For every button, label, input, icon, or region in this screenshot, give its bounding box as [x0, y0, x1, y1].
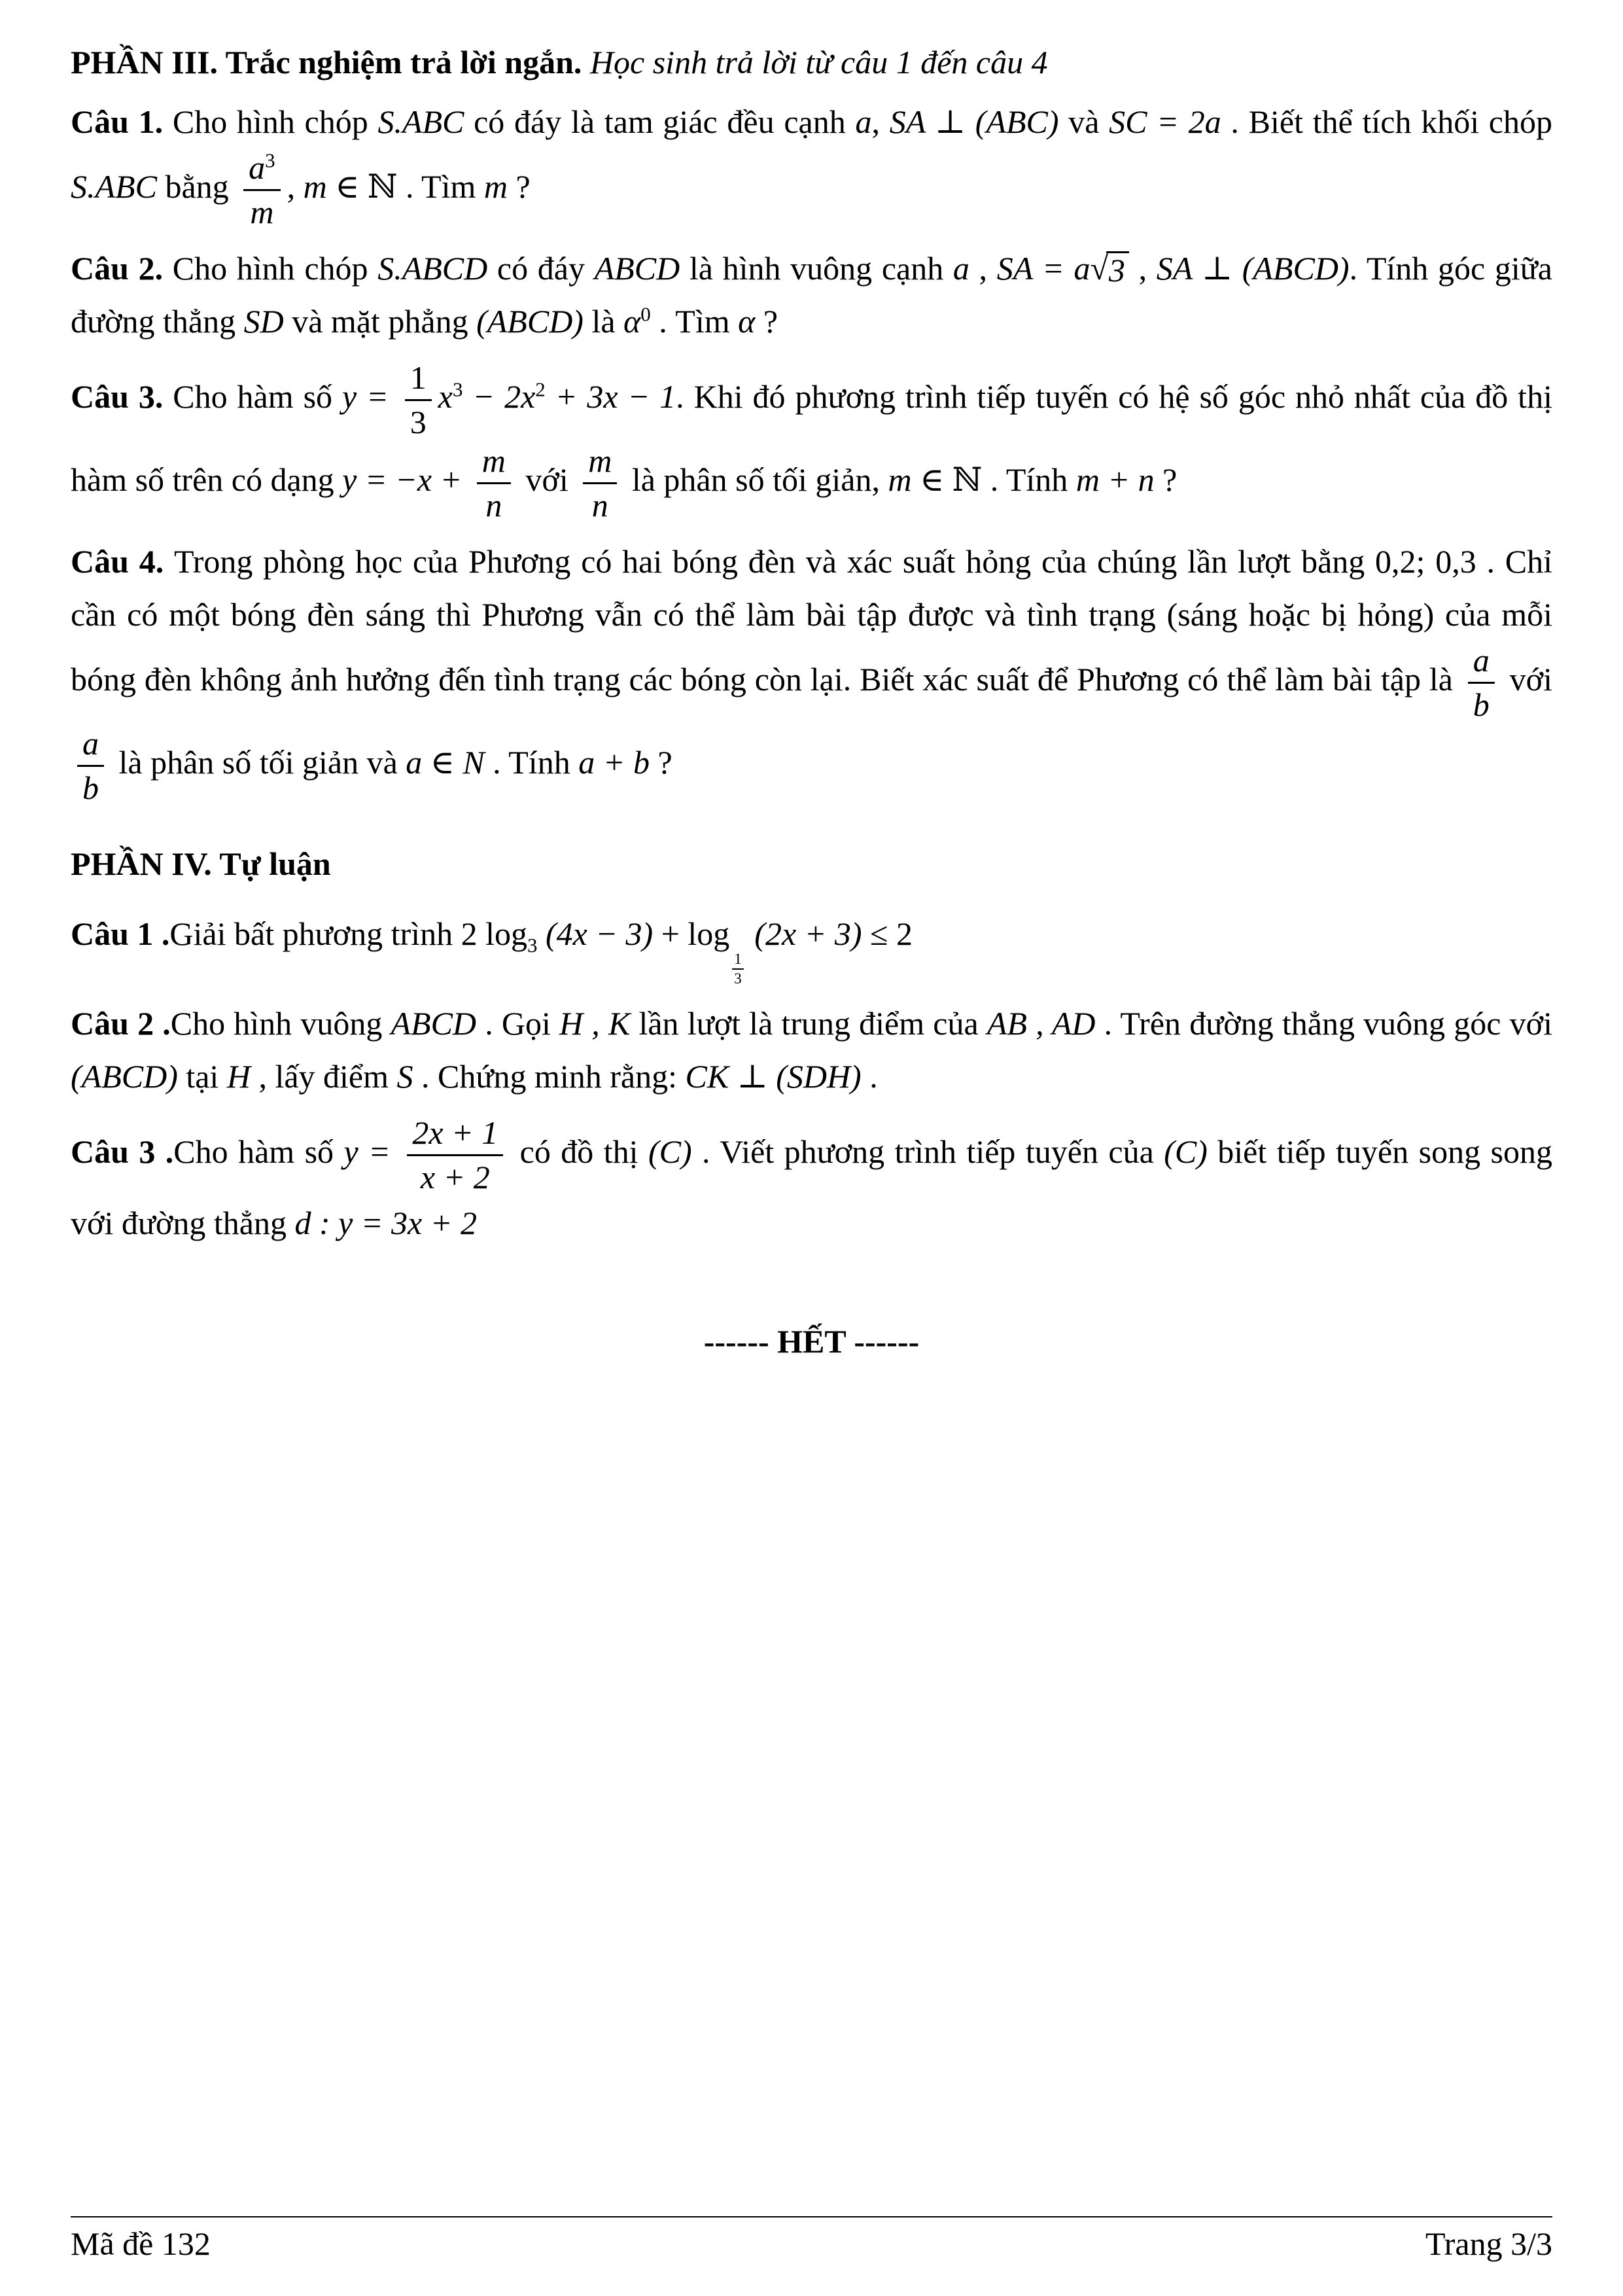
math-run: (C) — [1164, 1133, 1208, 1171]
text-run: . Gọi — [476, 1005, 560, 1042]
math-run: a — [1473, 642, 1490, 679]
italic-text-run: Học sinh trả lời từ câu 1 đến câu 4 — [589, 44, 1048, 80]
bold-text-run: Câu 3. — [71, 378, 173, 415]
text-run: là phân số tối giản, — [623, 461, 888, 498]
end-marker — [71, 1315, 1552, 1368]
text-run: , — [1128, 250, 1157, 287]
math-run: S.ABC — [71, 168, 157, 205]
text-run: Cho hàm số — [173, 1133, 344, 1171]
math-run: a — [952, 250, 969, 287]
text-run: biết tiếp tuyến song song với đường thẳng — [71, 1133, 1552, 1242]
text-run: 3 — [410, 404, 427, 440]
part3-question-4 — [71, 535, 1552, 807]
text-run: bằng — [156, 168, 237, 205]
text-run: Cho hình chóp — [172, 103, 378, 140]
text-run: , — [871, 103, 890, 140]
fraction-denominator — [1473, 684, 1490, 724]
math-run: (ABCD) — [71, 1058, 178, 1095]
text-run: ∈ ℕ . Tìm — [326, 168, 484, 205]
text-run: . Chứng minh rằng: — [413, 1058, 686, 1095]
math-run: m — [481, 442, 506, 479]
math-run: b — [82, 769, 99, 806]
fraction-denominator — [421, 1156, 490, 1197]
math-run: (4x − 3) — [537, 915, 654, 952]
fraction-denominator — [485, 484, 502, 525]
part3-question-3 — [71, 359, 1552, 525]
fraction-numerator — [77, 724, 104, 767]
fraction-numerator — [405, 359, 432, 401]
text-run: 1 — [410, 359, 427, 396]
math-run: SD — [243, 303, 284, 340]
fraction-numerator — [407, 1114, 503, 1156]
fraction-denominator — [82, 767, 99, 807]
fraction-denominator — [250, 191, 273, 232]
text-run: có đáy — [487, 250, 595, 287]
math-run: SA ⊥ (ABC) — [889, 103, 1059, 140]
text-run: . Tính góc giữa đường thẳng — [71, 250, 1553, 340]
math-run: (2x + 3) — [746, 915, 862, 952]
math-run: α — [738, 303, 756, 340]
math-run: y = — [341, 378, 398, 415]
math-run: SC = 2a — [1109, 103, 1221, 140]
math-run: (C) — [648, 1133, 692, 1171]
math-run: H — [226, 1058, 251, 1095]
text-run: ≤ 2 — [862, 915, 913, 952]
subscript: 3 — [527, 934, 538, 957]
fraction-numerator — [1468, 641, 1495, 684]
part4-heading — [71, 838, 1552, 891]
math-run: n — [591, 487, 608, 523]
part3-question-2 — [71, 242, 1552, 348]
math-run: d : y = 3x + 2 — [294, 1205, 477, 1242]
math-run: a — [82, 725, 99, 762]
text-run: và — [1058, 103, 1109, 140]
bold-text-run: Câu 2 . — [71, 1005, 171, 1042]
text-run: với — [1501, 660, 1552, 698]
part3-question-1 — [71, 96, 1552, 232]
math-run: m — [250, 194, 274, 230]
part4-question-2 — [71, 997, 1552, 1103]
text-run: có đồ thị — [510, 1133, 648, 1171]
text-run: Trong phòng học của Phương có hai bóng đèn và xác suất hỏng của chúng lần lượt bằng 0,2; 0,3 . Chỉ cần có một bóng đèn sáng thì Phương vẫn có thể làm bài tập được và tình trạng (sáng hoặc bị hỏng) của mỗi bóng đèn không ảnh hưởng đến tình trạng các bóng còn lại. Biết xác suất để Phương có thể làm bài tập là — [71, 543, 1552, 698]
superscript: 2 — [535, 378, 546, 401]
text-run: Cho hàm số — [173, 378, 342, 415]
fraction — [405, 359, 432, 442]
math-run: a — [249, 149, 266, 186]
math-run: m — [588, 442, 612, 479]
math-run: AB , AD — [986, 1005, 1096, 1042]
document-body — [71, 36, 1552, 1380]
math-run: m — [483, 168, 508, 205]
fraction — [477, 442, 511, 525]
math-run: H , K — [559, 1005, 631, 1042]
fraction-numerator — [583, 442, 617, 484]
fraction-denominator — [410, 401, 427, 442]
text-run: . Viết phương trình tiếp tuyến của — [691, 1133, 1164, 1171]
text-run: , lấy điểm — [250, 1058, 397, 1095]
text-run: . Biết thể tích khối chóp — [1221, 103, 1552, 140]
bold-text-run: PHẦN III. Trắc nghiệm trả lời ngắn. — [71, 44, 590, 80]
square-root — [1090, 251, 1128, 288]
text-run: với — [517, 461, 577, 498]
text-run: ∈ ℕ . Tính — [911, 461, 1076, 498]
text-run: Cho hình vuông — [170, 1005, 391, 1042]
log-base-fraction — [732, 951, 744, 987]
math-run: S — [396, 1058, 413, 1095]
fraction-numerator — [243, 149, 281, 191]
text-run: . — [861, 1058, 878, 1095]
math-run: m — [888, 461, 912, 498]
math-run: n — [485, 487, 502, 523]
math-run: a + b — [578, 743, 650, 781]
bold-text-run: Câu 1. — [71, 103, 173, 140]
text-run: . Khi đó phương trình tiếp tuyến có hệ số góc nhỏ nhất của đồ thị hàm số trên có dạng — [71, 378, 1552, 498]
text-run: , — [969, 250, 997, 287]
part4-question-1 — [71, 908, 1552, 987]
text-run: , — [287, 168, 304, 205]
math-run: SA ⊥ (ABCD) — [1156, 250, 1350, 287]
page-number: Trang 3/3 — [1425, 2225, 1552, 2262]
radical-sign: √ — [1090, 250, 1108, 287]
fraction — [77, 724, 104, 807]
text-run: tại — [177, 1058, 227, 1095]
exam-code: Mã đề 132 — [71, 2225, 211, 2262]
text-run: . Tìm — [650, 303, 739, 340]
math-run: SA = a — [996, 250, 1091, 287]
text-run: ∈ — [422, 743, 463, 781]
text-run: ? — [755, 303, 778, 340]
text-run: . Trên đường thẳng vuông góc với — [1095, 1005, 1552, 1042]
fraction-denominator: 3 — [734, 970, 742, 987]
math-run: (ABCD) — [476, 303, 584, 340]
superscript: 3 — [265, 149, 275, 172]
text-run: . Tính — [484, 743, 579, 781]
math-run: + 3x − 1 — [545, 378, 676, 415]
math-run: a — [406, 743, 423, 781]
math-run: S.ABC — [377, 103, 464, 140]
fraction-numerator: 1 — [732, 951, 744, 970]
math-run: α — [623, 303, 641, 340]
math-run: N — [462, 743, 485, 781]
page-footer — [71, 2216, 1552, 2263]
superscript: 0 — [640, 302, 651, 326]
math-run: b — [1473, 686, 1490, 723]
text-run: là hình vuông cạnh — [680, 250, 953, 287]
text-run: ? — [1154, 461, 1178, 498]
bold-text-run: Câu 1 . — [71, 915, 170, 952]
math-run: a — [855, 103, 872, 140]
fraction — [1468, 641, 1495, 724]
text-run: ? — [508, 168, 531, 205]
radicand: 3 — [1106, 251, 1129, 288]
bold-text-run: Câu 2. — [71, 250, 173, 287]
math-run: x + 2 — [420, 1159, 490, 1196]
superscript: 3 — [452, 378, 463, 401]
text-run: và mặt phẳng — [283, 303, 477, 340]
math-run: 2x + 1 — [412, 1114, 498, 1152]
bold-text-run: PHẦN IV. Tự luận — [71, 845, 331, 882]
text-run: lần lượt là trung điểm của — [630, 1005, 987, 1042]
text-run: + log — [653, 915, 730, 952]
math-run: S.ABCD — [377, 250, 488, 287]
bold-text-run: Câu 3 . — [71, 1133, 174, 1171]
math-run: ABCD — [391, 1005, 477, 1042]
fraction-numerator — [477, 442, 511, 484]
math-run: x — [438, 378, 453, 415]
fraction — [407, 1114, 503, 1197]
text-run: là — [583, 303, 624, 340]
text-run: Giải bất phương trình 2 log — [169, 915, 527, 952]
bold-text-run: ------ HẾT ------ — [703, 1323, 920, 1360]
fraction — [583, 442, 617, 525]
text-run: có đáy là tam giác đều cạnh — [464, 103, 856, 140]
fraction — [243, 149, 281, 232]
bold-text-run: Câu 4. — [71, 543, 174, 580]
text-run: Cho hình chóp — [172, 250, 378, 287]
math-run: − 2x — [462, 378, 536, 415]
text-run: là phân số tối giản và — [111, 743, 406, 781]
part3-heading — [71, 36, 1552, 89]
fraction-denominator — [592, 484, 608, 525]
part4-question-3 — [71, 1114, 1552, 1250]
math-run: y = −x + — [342, 461, 470, 498]
math-run: y = — [343, 1133, 401, 1171]
math-run: m — [303, 168, 327, 205]
math-run: m + n — [1075, 461, 1155, 498]
math-run: CK ⊥ (SDH) — [685, 1058, 862, 1095]
text-run: ? — [649, 743, 672, 781]
math-run: ABCD — [594, 250, 680, 287]
